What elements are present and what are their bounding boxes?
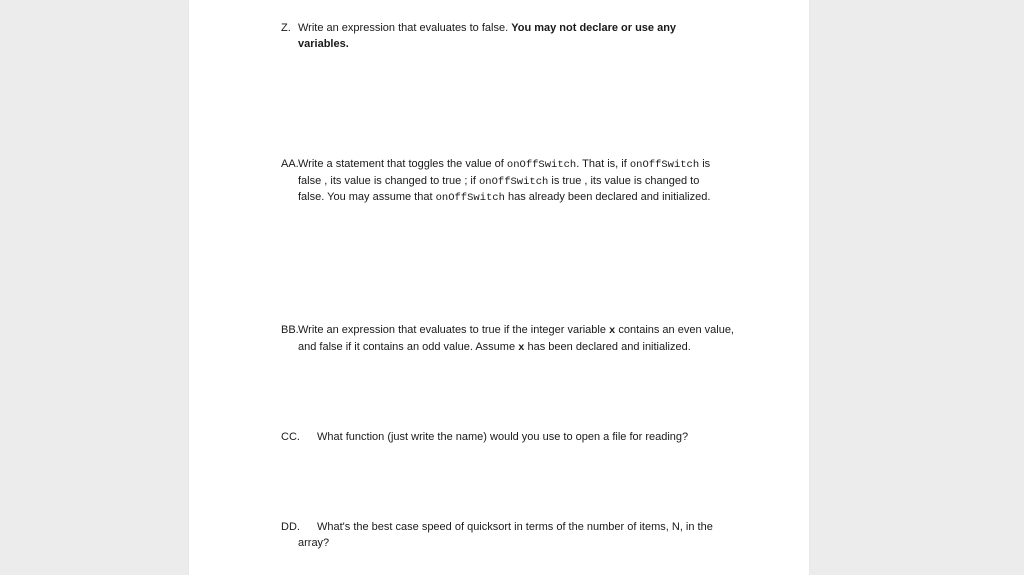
code-identifier: x — [609, 325, 616, 337]
question-text-part: What's the best case speed of quicksort in terms of the number of items, N, in the — [317, 521, 713, 533]
question-text-part: is true , its value is changed to — [548, 174, 700, 187]
question-bb — [281, 323, 751, 356]
code-identifier: onOffSwitch — [629, 159, 700, 171]
question-text-part: has been declared and initialized. — [527, 340, 691, 353]
question-dd — [281, 520, 751, 551]
question-bold-text: variables. — [298, 37, 349, 50]
document-page — [189, 0, 809, 575]
question-text-part: contains an even value, — [618, 324, 734, 336]
question-label: Z. — [281, 22, 291, 34]
question-bold-text: You may not declare or use any — [511, 22, 677, 34]
question-z — [281, 21, 751, 52]
code-identifier: onOffSwitch — [506, 159, 577, 171]
question-text-part: false , its value is changed to true ; if — [298, 174, 476, 187]
question-text-part: Write an expression that evaluates to true if the integer variable — [298, 324, 606, 336]
question-text — [281, 430, 751, 446]
question-text-part: . That is, if — [576, 158, 627, 170]
code-identifier: onOffSwitch — [435, 192, 505, 204]
question-text-part: Write an expression that evaluates to false. — [298, 22, 509, 34]
question-text-part: and false if it contains an odd value. Assume — [298, 340, 516, 353]
question-text-part: is — [702, 158, 711, 170]
question-text-part: What function (just write the name) would you use to open a file for reading? — [317, 431, 689, 443]
question-aa — [281, 157, 751, 207]
question-text — [281, 157, 751, 207]
question-text-part: has already been declared and initialized. — [507, 191, 711, 203]
question-label: BB. — [281, 324, 299, 336]
question-text-part: Write a statement that toggles the value of — [298, 158, 504, 170]
question-text — [281, 520, 751, 551]
code-identifier: x — [518, 341, 525, 354]
question-text-part: array? — [298, 536, 330, 549]
question-label: DD. — [281, 521, 300, 533]
question-label: CC. — [281, 431, 300, 443]
question-text-part: false. You may assume that — [298, 191, 433, 203]
question-label: AA. — [281, 158, 299, 170]
question-text — [281, 323, 751, 356]
code-identifier: onOffSwitch — [479, 175, 549, 188]
question-cc — [281, 430, 751, 446]
question-text — [281, 21, 751, 52]
